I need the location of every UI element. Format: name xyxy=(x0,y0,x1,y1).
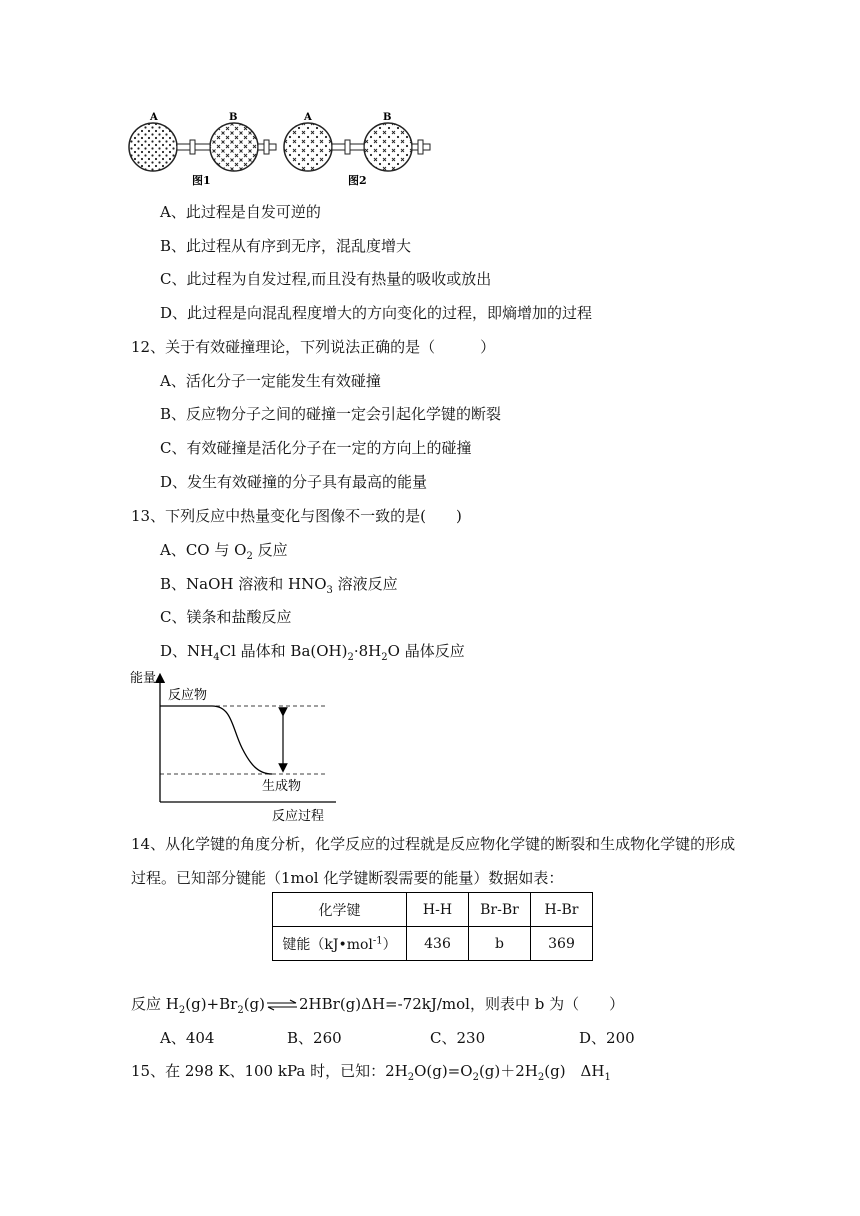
fig2-label-a: A xyxy=(304,112,312,123)
diffusion-figure xyxy=(126,108,436,188)
fig1-caption: 图1 xyxy=(192,174,211,187)
energy-curve xyxy=(160,706,272,774)
graph-x-axis-label: 反应过程 xyxy=(272,809,325,824)
q13-option-d: D、$NH_4Cl$ 晶体和 $Ba(OH)_2\cdot 8H_2O$ 晶体反应 xyxy=(160,642,465,663)
table-cell: b xyxy=(469,927,531,961)
table-row xyxy=(273,927,593,961)
q12-option-d: D、发生有效碰撞的分子具有最高的能量 xyxy=(160,473,428,491)
q14-stem-line2: 过程。已知部分键能（1mol 化学键断裂需要的能量）数据如表： xyxy=(131,869,564,887)
q12-option-c: C、有效碰撞是活化分子在一定的方向上的碰撞 xyxy=(160,439,472,457)
q13-option-c: C、镁条和盐酸反应 xyxy=(160,608,292,626)
fig2-caption: 图2 xyxy=(348,174,367,187)
table-header-row xyxy=(273,893,593,927)
graph-product-label: 生成物 xyxy=(262,779,302,794)
q14-choice-d: D、200 xyxy=(579,1029,635,1047)
q11-option-b: B、此过程从有序到无序，混乱度增大 xyxy=(160,237,412,255)
q14-choice-b: B、260 xyxy=(287,1029,342,1047)
table-row-label: 键能（kJ•mol$^{-1}$） xyxy=(273,927,407,961)
table-cell: 369 xyxy=(531,927,593,961)
q14-choice-c: C、230 xyxy=(430,1029,486,1047)
q14-reaction: 反应 $H_2(g)+Br_2(g)$ 2HBr(g)ΔH=-72kJ/mol，则表中 b 为（ ） xyxy=(131,995,625,1016)
fig1-label-b: B xyxy=(229,112,238,123)
q14-choice-a: A、404 xyxy=(160,1029,215,1047)
q11-option-d: D、此过程是向混乱程度增大的方向变化的过程，即熵增加的过程 xyxy=(160,304,593,322)
q14-stem-line1: 14、从化学键的角度分析，化学反应的过程就是反应物化学键的断裂和生成物化学键的形成 xyxy=(131,835,736,853)
table-header-cell: Br-Br xyxy=(469,893,531,927)
bond-energy-table xyxy=(272,892,593,961)
table-cell: 436 xyxy=(407,927,469,961)
figure1 xyxy=(129,112,276,187)
q15-stem: 15、在 298 K、100 kPa 时，已知：$2H_2O(g)=O_2(g)+2H_2(g)$ $\Delta H_1$ xyxy=(131,1062,611,1083)
q13-option-b: B、NaOH 溶液和 $HNO_3$ 溶液反应 xyxy=(160,575,398,596)
table-header-cell: H-H xyxy=(407,893,469,927)
energy-diagram xyxy=(126,668,356,824)
q13-stem: 13、下列反应中热量变化与图像不一致的是( ) xyxy=(131,507,462,525)
graph-reactant-label: 反应物 xyxy=(168,688,208,703)
q13-option-a: A、CO 与 $O_2$ 反应 xyxy=(160,541,288,562)
fig2-label-b: B xyxy=(383,112,392,123)
graph-y-axis-label: 能量 xyxy=(130,671,157,686)
q11-option-c: C、此过程为自发过程,而且没有热量的吸收或放出 xyxy=(160,270,492,288)
table-header-cell: 化学键 xyxy=(273,893,407,927)
figure2 xyxy=(284,112,430,187)
q12-stem: 12、关于有效碰撞理论，下列说法正确的是（ ） xyxy=(131,338,496,356)
q12-option-a: A、活化分子一定能发生有效碰撞 xyxy=(160,372,381,390)
table-header-cell: H-Br xyxy=(531,893,593,927)
fig1-label-a: A xyxy=(150,112,158,123)
equilibrium-arrow-icon xyxy=(266,999,298,1011)
q11-option-a: A、此过程是自发可逆的 xyxy=(160,203,321,221)
q12-option-b: B、反应物分子之间的碰撞一定会引起化学键的断裂 xyxy=(160,405,502,423)
